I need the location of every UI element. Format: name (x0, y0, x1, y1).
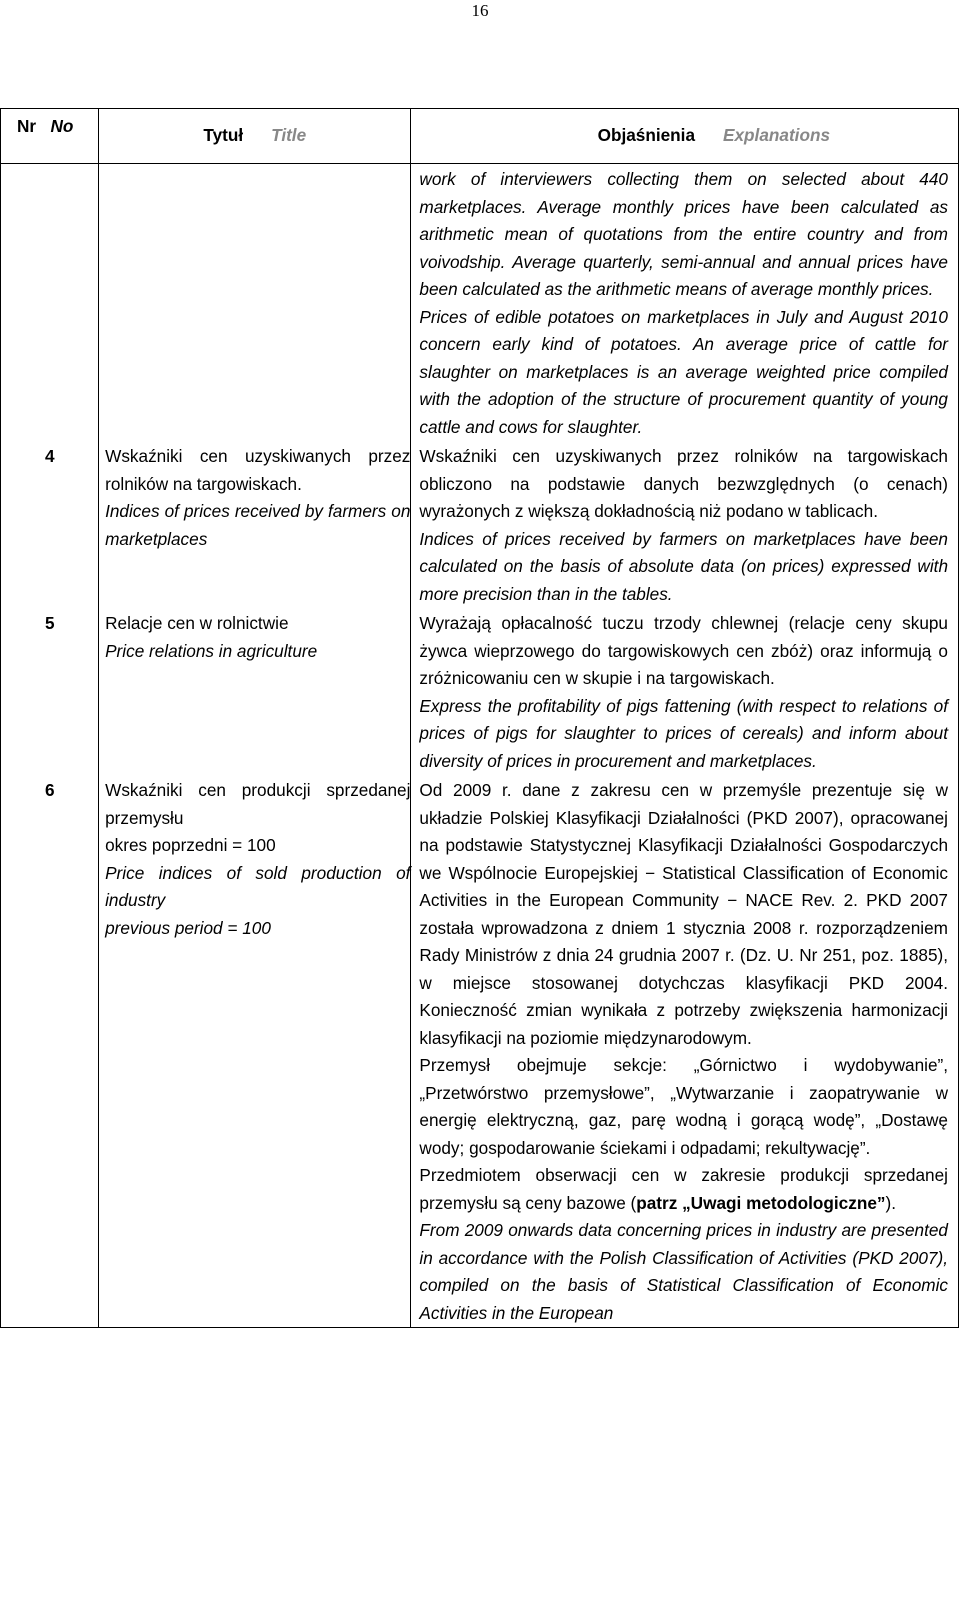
row-title (99, 164, 411, 442)
paragraph-en: From 2009 onwards data concerning prices in industry are presented in accordance with the Polish Classification of Activities (PKD 2007), compiled on the basis of Statistical Classification of Economic Activities in the European (419, 1220, 948, 1323)
row-title (99, 775, 411, 1328)
header-expl-pl: Objaśnienia (597, 125, 696, 146)
text-run: Przedmiotem obserwacji cen w zakresie produkcji sprzedanej przemysłu są ceny bazowe ( (419, 1165, 948, 1213)
paragraph-en: Indices of prices received by farmers on marketplaces have been calculated on the basis of absolute data (on prices) expressed with more precision than in the tables. (419, 528, 948, 604)
row-title (99, 608, 411, 775)
paragraph-pl: Wskaźniki cen uzyskiwanych przez rolników na targowiskach obliczono na podstawie danych bezwzględnych (o cenach) wyrażonych z większą dokładnością niż podano w tablicach. (419, 446, 948, 521)
title-en: Indices of prices received by farmers on marketplaces (105, 501, 411, 549)
title-pl: Wskaźniki cen uzyskiwanych przez rolników na targowiskach. (105, 446, 411, 494)
paragraph-pl (419, 1162, 948, 1217)
text-run: ). (885, 1192, 896, 1213)
page-number: 16 (471, 1, 489, 20)
title-pl: Relacje cen w rolnictwie (105, 613, 289, 633)
paragraph: work of interviewers collecting them on selected about 440 marketplaces. Average monthly prices have been calculated as arithmetic mean of quotations from the entire country and from voivodship. Average quarterly, semi-annual and annual prices have been calculated as the arithmetic means of average monthly prices. (419, 169, 948, 299)
table-header-row (1, 109, 959, 164)
table-row (1, 164, 959, 442)
table-row (1, 775, 959, 1328)
row-number: 5 (1, 608, 99, 775)
table-row (1, 608, 959, 775)
title-pl-base: okres poprzedni = 100 (105, 835, 276, 855)
row-number (1, 164, 99, 442)
explanations-table (0, 108, 959, 1328)
row-explanation (411, 164, 959, 442)
title-en: Price relations in agriculture (105, 640, 318, 661)
row-number: 6 (1, 775, 99, 1328)
row-title (99, 441, 411, 608)
row-number: 4 (1, 441, 99, 608)
row-explanation (411, 775, 959, 1328)
header-title-pl: Tytuł (203, 125, 244, 146)
title-en: Price indices of sold production of industry (105, 862, 411, 910)
header-title-en: Title (271, 125, 307, 146)
header-nr-pl: Nr (17, 116, 37, 136)
header-nr (1, 109, 99, 164)
table-row (1, 441, 959, 608)
header-expl-en: Explanations (723, 125, 830, 146)
header-title (99, 109, 411, 164)
paragraph-pl: Wyrażają opłacalność tuczu trzody chlewnej (relacje ceny skupu żywca wieprzowego do targowiskowych cen zbóż) oraz informują o zróżnicowaniu cen w skupie i na targowiskach. (419, 613, 948, 688)
paragraph-en: Express the profitability of pigs fattening (with respect to relations of prices of pigs for slaughter to prices of cereals) and inform about diversity of prices in procurement and marketplaces. (419, 695, 948, 771)
paragraph-pl: Przemysł obejmuje sekcje: „Górnictwo i wydobywanie”, „Przetwórstwo przemysłowe”, „Wytwarzanie i zaopatrywanie w energię elektryczną, gaz, parę wodną i gorącą wodę”, „Dostawę wody; gospodarowanie ściekami i odpadami; rekultywację”. (419, 1055, 948, 1158)
header-nr-en: No (50, 116, 74, 136)
paragraph: Prices of edible potatoes on marketplaces in July and August 2010 concern early kind of potatoes. An average price of cattle for slaughter on marketplaces is an average weighted price compiled with the adoption of the structure of procurement quantity of young cattle and cows for slaughter. (419, 306, 948, 437)
title-en-base: previous period = 100 (105, 917, 271, 938)
header-explanations (411, 109, 959, 164)
row-explanation (411, 441, 959, 608)
row-explanation (411, 608, 959, 775)
methodology-reference: patrz „Uwagi metodologiczne” (636, 1192, 886, 1213)
title-pl: Wskaźniki cen produkcji sprzedanej przemysłu (105, 780, 411, 828)
paragraph-pl: Od 2009 r. dane z zakresu cen w przemyśle prezentuje się w układzie Polskiej Klasyfikacji Działalności (PKD 2007), opracowanej na podstawie Statystycznej Klasyfikacji Działalności Gospodarczych we Wspólnocie Europejskiej − Statistical Classification of Economic Activities in the European Community − NACE Rev. 2. PKD 2007 została wprowadzona z dniem 1 stycznia 2008 r. rozporządzeniem Rady Ministrów z dnia 24 grudnia 2007 r. (Dz. U. Nr 251, poz. 1885), w miejsce stosowanej dotychczas klasyfikacji PKD 2004. Konieczność zmian wynikała z potrzeby zwiększenia harmonizacji klasyfikacji na poziomie międzynarodowym. (419, 780, 948, 1048)
